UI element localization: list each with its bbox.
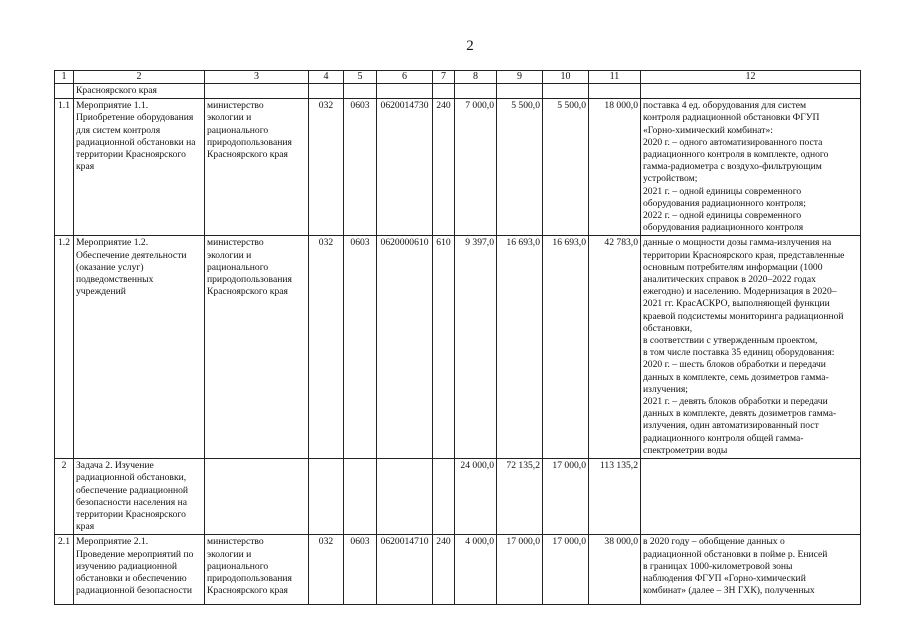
measure-name-line: изучению радиационной xyxy=(76,560,178,572)
measure-name-line: Мероприятие 2.1. xyxy=(76,536,149,548)
program-table xyxy=(54,70,861,605)
row-number: 2 xyxy=(55,459,74,535)
expected-result-line: спектрометрии воды xyxy=(643,444,728,456)
amount-2022: 17 000,0 xyxy=(543,535,589,605)
measure-name-line: безопасности населения на xyxy=(76,496,188,508)
amount-2021: 72 135,2 xyxy=(497,459,543,535)
executor-line: природопользования xyxy=(207,136,292,148)
measure-name-line: Задача 2. Изучение xyxy=(76,460,154,472)
executor-line: рационального xyxy=(207,124,269,136)
executor-line: экологии и xyxy=(207,548,252,560)
expected-result-line: данных в комплекте, девять дозиметров гамма- xyxy=(643,408,837,420)
region-continuation-text: Красноярского края xyxy=(74,84,205,99)
grbs-code: 032 xyxy=(309,99,344,236)
expected-result xyxy=(641,236,861,459)
section-code xyxy=(344,459,377,535)
expected-result-line: 2022 г. – одной единицы современного xyxy=(643,210,802,222)
target-article-code: 0620014710 xyxy=(377,535,433,605)
expense-type-code xyxy=(433,459,455,535)
expected-result-line: наблюдения ФГУП «Горно-химический xyxy=(643,572,806,584)
measure-name xyxy=(74,99,205,236)
column-number-row xyxy=(55,71,861,84)
column-number-6: 6 xyxy=(377,71,433,84)
executor-line: Красноярского края xyxy=(207,585,288,597)
expected-result-line: излучения, один автоматизированный пост xyxy=(643,420,819,432)
expected-result xyxy=(641,459,861,535)
executor-line: природопользования xyxy=(207,274,292,286)
executor-line: Красноярского края xyxy=(207,149,288,161)
expected-result-line: 2020 г. – шесть блоков обработки и передачи xyxy=(643,359,826,371)
expected-result-line: обстановки, xyxy=(643,322,693,334)
expected-result-line: в соответствии с утвержденным проектом, xyxy=(643,335,818,347)
expected-result-line: излучения; xyxy=(643,383,688,395)
executor-line: министерство xyxy=(207,237,264,249)
expense-type-code: 240 xyxy=(433,99,455,236)
expected-result-line: радиационной обстановки в пойме р. Енисей xyxy=(643,548,828,560)
expected-result-line: радиационного контроля в комплекте, одного xyxy=(643,149,829,161)
expected-result-line: гамма-радиометра с воздухо-фильтрующим xyxy=(643,161,822,173)
row-number: 1.2 xyxy=(55,236,74,459)
amount-total: 42 783,0 xyxy=(589,236,641,459)
executor xyxy=(205,535,309,605)
expected-result-line: 2021 гг. КрасАСКРО, выполняющей функции xyxy=(643,298,830,310)
expected-result-line: 2021 г. – девять блоков обработки и передачи xyxy=(643,396,828,408)
executor-line: министерство xyxy=(207,536,264,548)
expected-result xyxy=(641,99,861,236)
column-number-8: 8 xyxy=(455,71,497,84)
expected-result-line: в границах 1000-километровой зоны xyxy=(643,560,793,572)
row-number: 1.1 xyxy=(55,99,74,236)
expected-result-line: комбинат» (далее – ЗН ГХК), полученных xyxy=(643,585,815,597)
expected-result-line: аналитических справок в 2020–2022 годах xyxy=(643,274,816,286)
column-number-10: 10 xyxy=(543,71,589,84)
expected-result-line: устройством; xyxy=(643,173,698,185)
executor-line: рационального xyxy=(207,560,269,572)
measure-name-line: Мероприятие 1.2. xyxy=(76,237,149,249)
measure-name-line: края xyxy=(76,521,95,533)
column-number-3: 3 xyxy=(205,71,309,84)
executor-line: экологии и xyxy=(207,112,252,124)
expected-result-line: данных в комплекте, семь дозиметров гамма- xyxy=(643,371,829,383)
measure-name-line: (оказание услуг) xyxy=(76,261,144,273)
executor-line: природопользования xyxy=(207,572,292,584)
column-number-5: 5 xyxy=(344,71,377,84)
executor xyxy=(205,236,309,459)
column-number-1: 1 xyxy=(55,71,74,84)
column-number-4: 4 xyxy=(309,71,344,84)
measure-name xyxy=(74,459,205,535)
measure-name-line: радиационной безопасности xyxy=(76,585,193,597)
amount-total: 113 135,2 xyxy=(589,459,641,535)
measure-name-line: для систем контроля xyxy=(76,124,161,136)
measure-name-line: Приобретение оборудования xyxy=(76,112,194,124)
measure-name-line: Обеспечение деятельности xyxy=(76,249,187,261)
amount-2020: 7 000,0 xyxy=(455,99,497,236)
table-row xyxy=(55,236,861,459)
expected-result-line: краевой подсистемы мониторинга радиационной xyxy=(643,310,844,322)
measure-name-line: обеспечение радиационной xyxy=(76,484,189,496)
expense-type-code: 610 xyxy=(433,236,455,459)
measure-name-line: территории Красноярского xyxy=(76,508,186,520)
column-number-7: 7 xyxy=(433,71,455,84)
measure-name xyxy=(74,535,205,605)
measure-name-line: подведомственных xyxy=(76,274,154,286)
expected-result-line: оборудования радиационного контроля; xyxy=(643,197,806,209)
executor xyxy=(205,459,309,535)
amount-2022: 5 500,0 xyxy=(543,99,589,236)
amount-2022: 17 000,0 xyxy=(543,459,589,535)
page-number: 2 xyxy=(466,38,474,54)
target-article-code xyxy=(377,459,433,535)
expected-result-line: в том числе поставка 35 единиц оборудования: xyxy=(643,347,835,359)
column-number-12: 12 xyxy=(641,71,861,84)
table-row xyxy=(55,459,861,535)
measure-name-line: радиационной обстановки на xyxy=(76,136,196,148)
expected-result-line: «Горно-химический комбинат»: xyxy=(643,124,773,136)
expected-result-line: данные о мощности дозы гамма-излучения на xyxy=(643,237,832,249)
target-article-code: 0620000610 xyxy=(377,236,433,459)
table-row xyxy=(55,535,861,605)
executor-line: министерство xyxy=(207,100,264,112)
amount-total: 38 000,0 xyxy=(589,535,641,605)
expected-result-line: радиационного контроля общей гамма- xyxy=(643,432,804,444)
target-article-code: 0620014730 xyxy=(377,99,433,236)
expected-result-line: контроля радиационной обстановки ФГУП xyxy=(643,112,820,124)
measure-name-line: края xyxy=(76,161,95,173)
expense-type-code: 240 xyxy=(433,535,455,605)
expected-result xyxy=(641,535,861,605)
section-code: 0603 xyxy=(344,236,377,459)
expected-result-line: территории Красноярского края, представленные xyxy=(643,249,845,261)
column-number-11: 11 xyxy=(589,71,641,84)
amount-2020: 9 397,0 xyxy=(455,236,497,459)
amount-2021: 5 500,0 xyxy=(497,99,543,236)
section-code: 0603 xyxy=(344,535,377,605)
amount-2022: 16 693,0 xyxy=(543,236,589,459)
measure-name-line: Мероприятие 1.1. xyxy=(76,100,149,112)
executor-line: Красноярского края xyxy=(207,286,288,298)
amount-2021: 16 693,0 xyxy=(497,236,543,459)
expected-result-line: в 2020 году – обобщение данных о xyxy=(643,536,785,548)
executor-line: рационального xyxy=(207,261,269,273)
measure-name-line: Проведение мероприятий по xyxy=(76,548,194,560)
column-number-9: 9 xyxy=(497,71,543,84)
expected-result-line: основным потребителям информации (1000 xyxy=(643,261,823,273)
expected-result-line: 2020 г. – одного автоматизированного поста xyxy=(643,136,823,148)
executor xyxy=(205,99,309,236)
expected-result-line: 2021 г. – одной единицы современного xyxy=(643,185,802,197)
amount-2021: 17 000,0 xyxy=(497,535,543,605)
amount-2020: 24 000,0 xyxy=(455,459,497,535)
measure-name xyxy=(74,236,205,459)
grbs-code: 032 xyxy=(309,535,344,605)
measure-name-line: учреждений xyxy=(76,286,126,298)
expected-result-line: ежегодно) и населению. Модернизация в 2020– xyxy=(643,286,837,298)
region-continuation-row xyxy=(55,84,861,99)
amount-total: 18 000,0 xyxy=(589,99,641,236)
measure-name-line: территории Красноярского xyxy=(76,149,186,161)
expected-result-line: оборудования радиационного контроля xyxy=(643,222,804,234)
measure-name-line: радиационной обстановки, xyxy=(76,472,187,484)
table-row xyxy=(55,99,861,236)
grbs-code xyxy=(309,459,344,535)
measure-name-line: обстановки и обеспечению xyxy=(76,572,187,584)
section-code: 0603 xyxy=(344,99,377,236)
amount-2020: 4 000,0 xyxy=(455,535,497,605)
row-number: 2.1 xyxy=(55,535,74,605)
executor-line: экологии и xyxy=(207,249,252,261)
column-number-2: 2 xyxy=(74,71,205,84)
expected-result-line: поставка 4 ед. оборудования для систем xyxy=(643,100,807,112)
grbs-code: 032 xyxy=(309,236,344,459)
